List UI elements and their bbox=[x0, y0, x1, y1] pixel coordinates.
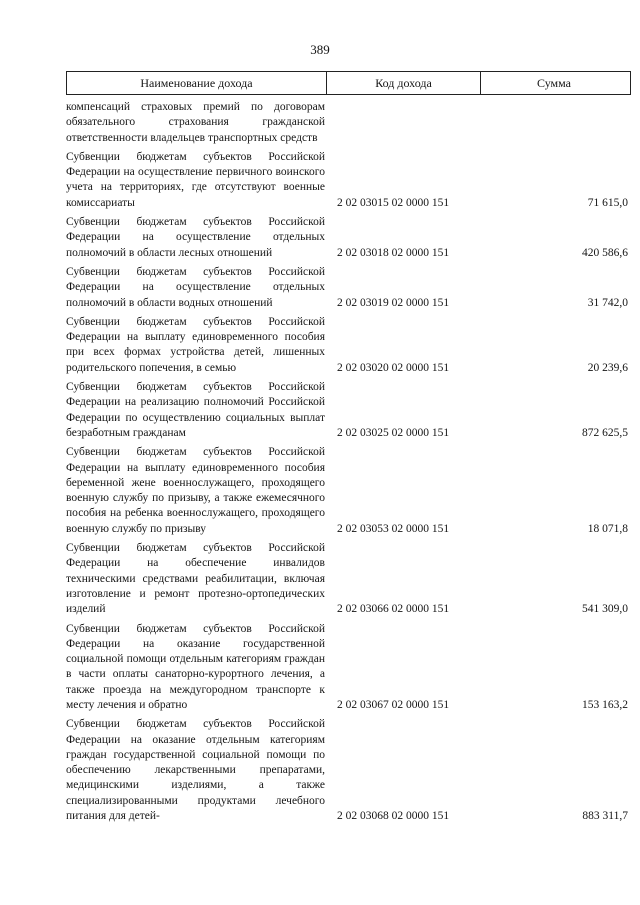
income-name: Субвенции бюджетам субъектов Российской Федерации на осуществление первичного воинского учета на территориях, где отсутствуют военные комиссариаты bbox=[66, 150, 325, 209]
table-row bbox=[66, 265, 631, 311]
income-code: 2 02 03020 02 0000 151 bbox=[337, 361, 450, 374]
income-name: компенсаций страховых премий по договорам обязательного страхования гражданской ответственности владельцев транспортных средств bbox=[66, 101, 325, 144]
income-name: Субвенции бюджетам субъектов Российской Федерации на осуществление отдельных полномочий в области лесных отношений bbox=[66, 216, 325, 259]
income-name: Субвенции бюджетам субъектов Российской Федерации на оказание отдельным категориям граждан государственной социальной помощи по обеспечению лекарственными препаратами, медицинскими изделиями, а также специализированными продуктами лечебного питания для детей- bbox=[66, 718, 325, 823]
table-row bbox=[66, 622, 631, 714]
income-name: Субвенции бюджетам субъектов Российской Федерации на реализацию полномочий Российской Федерации по осуществлению социальных выплат безработным гражданам bbox=[66, 381, 325, 439]
income-amount: 31 742,0 bbox=[587, 296, 628, 309]
income-amount: 18 071,8 bbox=[587, 522, 628, 535]
table-header bbox=[66, 71, 631, 95]
page-number: 389 bbox=[310, 42, 330, 57]
table-row bbox=[66, 215, 631, 261]
income-name: Субвенции бюджетам субъектов Российской Федерации на осуществление отдельных полномочий в области водных отношений bbox=[66, 265, 325, 309]
income-code: 2 02 03068 02 0000 151 bbox=[337, 810, 450, 823]
income-code: 2 02 03067 02 0000 151 bbox=[337, 698, 450, 711]
table-row bbox=[66, 315, 631, 376]
income-code: 2 02 03053 02 0000 151 bbox=[337, 522, 450, 535]
income-name: Субвенции бюджетам субъектов Российской Федерации на выплату единовременного пособия при всех формах устройства детей, лишенных родительского попечения, в семью bbox=[66, 315, 325, 374]
income-code: 2 02 03018 02 0000 151 bbox=[337, 246, 450, 259]
income-table bbox=[66, 71, 631, 828]
header-amount: Сумма bbox=[537, 76, 571, 90]
income-name: Субвенции бюджетам субъектов Российской Федерации на выплату единовременного пособия беременной жене военнослужащего, проходящего военную службу по призыву, а также ежемесячного пособия на ребенка военнослужащего, проходящего военную службу по призыву bbox=[66, 446, 325, 535]
income-amount: 883 311,7 bbox=[582, 810, 628, 823]
income-amount: 420 586,6 bbox=[582, 246, 628, 259]
table-row bbox=[66, 100, 631, 146]
table-body bbox=[66, 100, 631, 824]
table-row bbox=[66, 445, 631, 537]
header-income-name: Наименование дохода bbox=[67, 72, 327, 94]
income-name: Субвенции бюджетам субъектов Российской Федерации на оказание государственной социальной помощи отдельным категориям граждан в части оплаты санаторно-курортного лечения, а также проезда на междугородном транспорте к месту лечения и обратно bbox=[66, 622, 325, 711]
income-name: Субвенции бюджетам субъектов Российской Федерации на обеспечение инвалидов техническими средствами реабилитации, включая изготовление и ремонт протезно-ортопедических изделий bbox=[66, 542, 325, 616]
table-row bbox=[66, 150, 631, 211]
table-row bbox=[66, 541, 631, 617]
income-code: 2 02 03019 02 0000 151 bbox=[337, 296, 450, 309]
income-amount: 20 239,6 bbox=[587, 361, 628, 374]
table-row bbox=[66, 380, 631, 441]
income-code: 2 02 03015 02 0000 151 bbox=[337, 196, 450, 209]
income-amount: 153 163,2 bbox=[582, 698, 628, 711]
header-income-code: Код дохода bbox=[327, 72, 481, 94]
income-code: 2 02 03066 02 0000 151 bbox=[337, 603, 450, 616]
income-amount: 872 625,5 bbox=[582, 426, 628, 439]
income-amount: 71 615,0 bbox=[587, 196, 628, 209]
income-amount: 541 309,0 bbox=[582, 603, 628, 616]
income-code: 2 02 03025 02 0000 151 bbox=[337, 426, 450, 439]
table-row bbox=[66, 717, 631, 824]
